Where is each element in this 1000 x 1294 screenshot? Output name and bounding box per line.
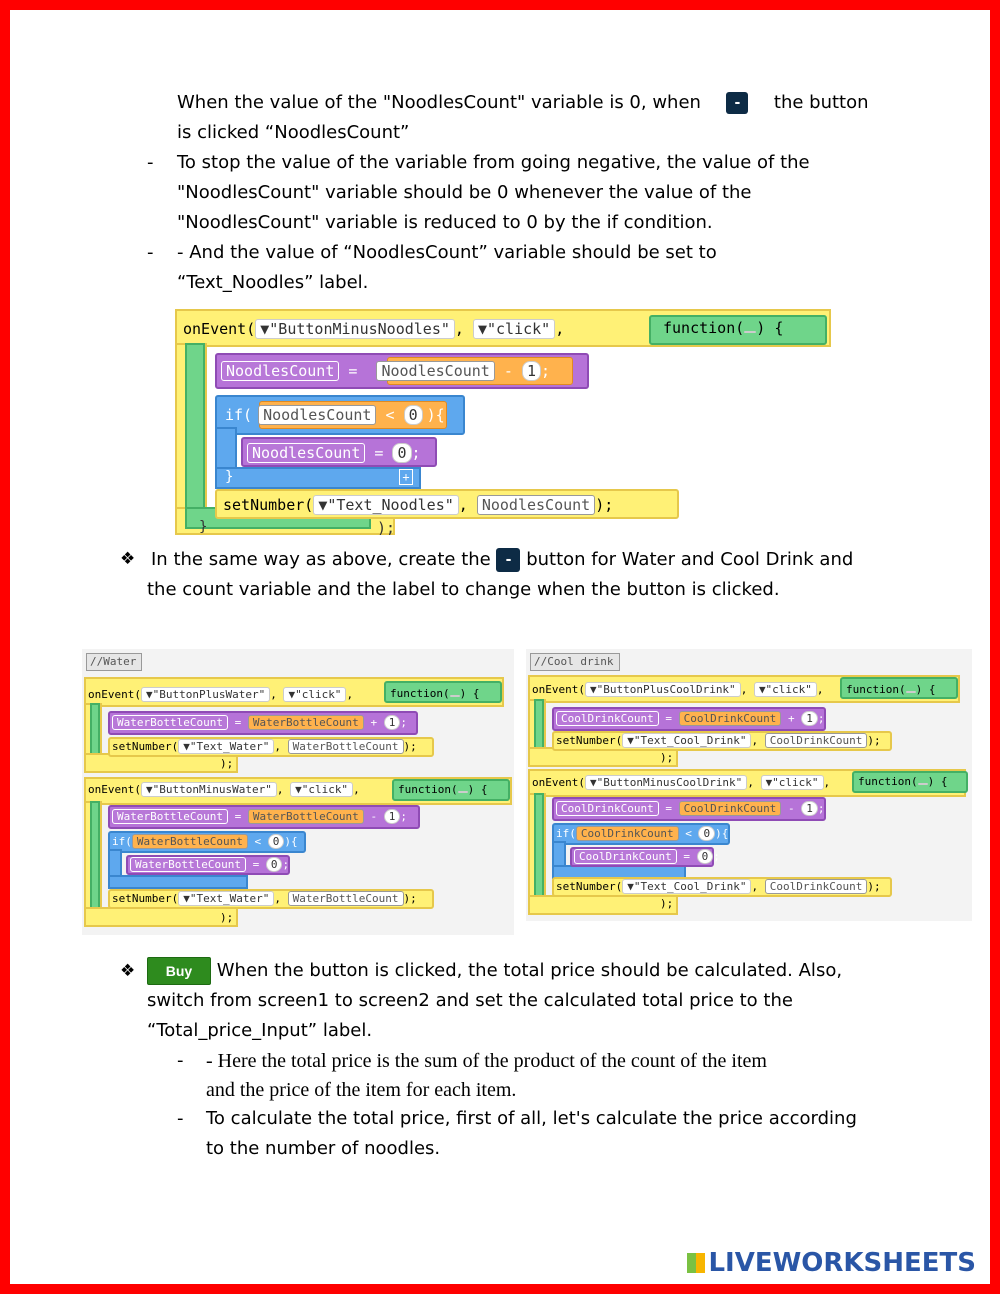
cool-minus-close: ); [660,897,674,910]
function-close-brace: } [199,519,208,535]
bullet-dash: - [147,242,154,263]
bullet-1-line-3: "NoodlesCount" variable is reduced to 0 by the if condition. [177,212,713,233]
water-plus-close: ); [220,757,234,770]
minus-button-inline: - [726,92,748,114]
water-plus-assign-line: WaterBottleCount = WaterBottleCount + 1 ; [112,715,407,730]
cool-inner-assign-line: CoolDrinkCount = 0 ; [574,849,720,864]
cool-plus-onevent-line: onEvent( ▼"ButtonPlusCoolDrink" , ▼"click" , [532,683,824,696]
cool-minus-bottom [528,895,678,915]
water-if-line: if( WaterBottleCount < 0 ){ [112,835,298,848]
bullet-diamond: ❖ [120,961,136,981]
paragraph-3-line-3: “Total_price_Input” label. [147,1020,373,1041]
cool-minus-assign-line: CoolDrinkCount = CoolDrinkCount - 1 ; [556,801,824,816]
cool-minus-function-line: function( ) { [858,775,948,788]
buy-button: Buy [147,957,211,985]
water-inner-assign-line: WaterBottleCount = 0 ; [130,857,289,872]
paragraph-3-line-2: switch from screen1 to screen2 and set the calculated total price to the [147,990,793,1011]
setnumber-line: setNumber( ▼"Text_Noodles" , NoodlesCount ); [223,496,614,514]
cool-plus-setnumber-line: setNumber( ▼"Text_Cool_Drink" , CoolDrinkCount ); [556,734,881,747]
onevent-close: ); [377,519,396,537]
bullet-2-line-2: “Text_Noodles” label. [177,272,369,293]
function-side [185,343,205,518]
bullet-3-line-2: and the price of the item for each item. [206,1079,517,1101]
water-minus-close: ); [220,911,234,924]
paragraph-1-line-2: is clicked “NoodlesCount” [177,122,410,143]
water-minus-onevent-line: onEvent( ▼"ButtonMinusWater" , ▼"click" , [88,783,360,796]
water-plus-onevent-line: onEvent( ▼"ButtonPlusWater" , ▼"click" , [88,688,354,701]
water-comment-text: //Water [90,655,137,668]
paragraph-3-line-1: Buy When the button is clicked, the total price should be calculated. Also, [147,956,842,986]
if-bottom [215,467,421,489]
water-plus-function-line: function( ) { [390,687,480,700]
bullet-diamond: ❖ [120,549,136,569]
bullet-1-line-2: "NoodlesCount" variable should be 0 whenever the value of the [177,182,752,203]
cool-minus-function-side [534,793,544,901]
water-plus-setnumber-line: setNumber( ▼"Text_Water" , WaterBottleCount ); [112,740,417,753]
bullet-2-line-1: - And the value of “NoodlesCount” variable should be set to [177,242,717,263]
water-code-blocks [82,649,514,935]
water-minus-function-side [90,801,100,913]
water-minus-bottom [84,907,238,927]
assignment-line: NoodlesCount = NoodlesCount - 1 ; [221,361,550,381]
water-minus-setnumber-line: setNumber( ▼"Text_Water" , WaterBottleCount ); [112,892,417,905]
bullet-dash: - [177,1108,184,1129]
cool-plus-close: ); [660,751,674,764]
noodles-code-blocks [175,307,835,543]
cool-comment-text: //Cool drink [534,655,614,668]
bullet-3-line-1: - Here the total price is the sum of the product of the count of the item [206,1050,767,1072]
event-target: ▼"ButtonMinusNoodles" [255,319,455,339]
event-type: ▼"click" [473,319,555,339]
inner-assignment-line: NoodlesCount = 0 ; [247,443,421,463]
cool-minus-setnumber-line: setNumber( ▼"Text_Cool_Drink" , CoolDrinkCount ); [556,880,881,893]
bullet-dash: - [177,1050,184,1071]
bullet-4-line-1: To calculate the total price, first of all, let's calculate the price according [206,1108,857,1129]
function-line: function( ) { [663,319,784,337]
liveworksheets-logo: LIVEWORKSHEETS [687,1248,976,1278]
onevent-line: onEvent( ▼"ButtonMinusNoodles" , ▼"click" , [183,320,565,338]
cool-plus-assign-line: CoolDrinkCount = CoolDrinkCount + 1 ; [556,711,824,726]
bullet-1-line-1: To stop the value of the variable from going negative, the value of the [177,152,810,173]
if-line: if( NoodlesCount < 0 ){ [225,406,445,424]
paragraph-2-line-1: In the same way as above, create the - button for Water and Cool Drink and [151,549,854,570]
paragraph-2-line-2: the count variable and the label to change when the button is clicked. [147,579,780,600]
water-minus-function-line: function( ) { [398,783,488,796]
water-minus-assign-line: WaterBottleCount = WaterBottleCount - 1 ; [112,809,407,824]
if-close-brace: } [225,469,234,485]
minus-button-inline: - [496,548,520,572]
cool-plus-function-line: function( ) { [846,683,936,696]
cool-drink-code-blocks [526,649,972,921]
add-else-icon[interactable]: + [399,469,413,485]
water-if-bottom [108,875,248,889]
cool-if-line: if( CoolDrinkCount < 0 ){ [556,827,729,840]
logo-icon [687,1253,705,1273]
paragraph-1-line-1: When the value of the "NoodlesCount" variable is 0, when - the button [177,92,869,113]
bullet-4-line-2: to the number of noodles. [206,1138,441,1159]
cool-minus-onevent-line: onEvent( ▼"ButtonMinusCoolDrink" , ▼"click" , [532,776,831,789]
bullet-dash: - [147,152,154,173]
